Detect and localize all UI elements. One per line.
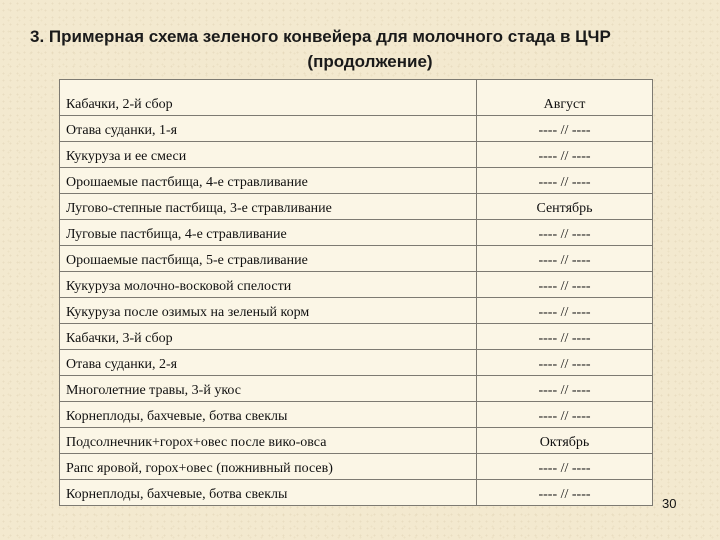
month-cell: ---- // ---- [477, 220, 653, 246]
page-number: 30 [662, 496, 677, 511]
crop-cell: Кукуруза и ее смеси [60, 142, 477, 168]
green-conveyor-table [59, 79, 653, 506]
crop-cell: Подсолнечник+горох+овес после вико-овса [60, 428, 477, 454]
month-cell: ---- // ---- [477, 142, 653, 168]
table-row [60, 376, 653, 402]
table-row [60, 194, 653, 220]
month-cell: ---- // ---- [477, 480, 653, 506]
month-cell: ---- // ---- [477, 272, 653, 298]
table-row [60, 116, 653, 142]
month-cell: ---- // ---- [477, 376, 653, 402]
title-line-1: 3. Примерная схема зеленого конвейера для молочного стада в ЦЧР [30, 27, 611, 46]
table-row [60, 220, 653, 246]
month-cell: ---- // ---- [477, 168, 653, 194]
title-line-2: (продолжение) [307, 52, 433, 71]
month-cell: ---- // ---- [477, 246, 653, 272]
month-cell: Август [477, 80, 653, 116]
crop-cell: Кабачки, 2-й сбор [60, 80, 477, 116]
crop-cell: Многолетние травы, 3-й укос [60, 376, 477, 402]
table-row [60, 246, 653, 272]
crop-cell: Корнеплоды, бахчевые, ботва свеклы [60, 480, 477, 506]
month-cell: ---- // ---- [477, 116, 653, 142]
table-row [60, 142, 653, 168]
month-cell: Сентябрь [477, 194, 653, 220]
crop-cell: Корнеплоды, бахчевые, ботва свеклы [60, 402, 477, 428]
slide-title [0, 24, 720, 74]
crop-cell: Кукуруза молочно-восковой спелости [60, 272, 477, 298]
crop-cell: Отава суданки, 2-я [60, 350, 477, 376]
month-cell: ---- // ---- [477, 324, 653, 350]
crop-cell: Рапс яровой, горох+овес (пожнивный посев) [60, 454, 477, 480]
crop-cell: Луговые пастбища, 4-е стравливание [60, 220, 477, 246]
table-row [60, 80, 653, 116]
crop-cell: Орошаемые пастбища, 4-е стравливание [60, 168, 477, 194]
table-row [60, 298, 653, 324]
crop-cell: Отава суданки, 1-я [60, 116, 477, 142]
table-row [60, 454, 653, 480]
month-cell: ---- // ---- [477, 454, 653, 480]
crop-cell: Кукуруза после озимых на зеленый корм [60, 298, 477, 324]
month-cell: ---- // ---- [477, 298, 653, 324]
month-cell: Октябрь [477, 428, 653, 454]
month-cell: ---- // ---- [477, 402, 653, 428]
table-row [60, 324, 653, 350]
table-row [60, 272, 653, 298]
table-row [60, 480, 653, 506]
month-cell: ---- // ---- [477, 350, 653, 376]
crop-cell: Кабачки, 3-й сбор [60, 324, 477, 350]
table-row [60, 402, 653, 428]
table-row [60, 428, 653, 454]
crop-cell: Лугово-степные пастбища, 3-е стравливание [60, 194, 477, 220]
table-row [60, 168, 653, 194]
crop-cell: Орошаемые пастбища, 5-е стравливание [60, 246, 477, 272]
table-row [60, 350, 653, 376]
